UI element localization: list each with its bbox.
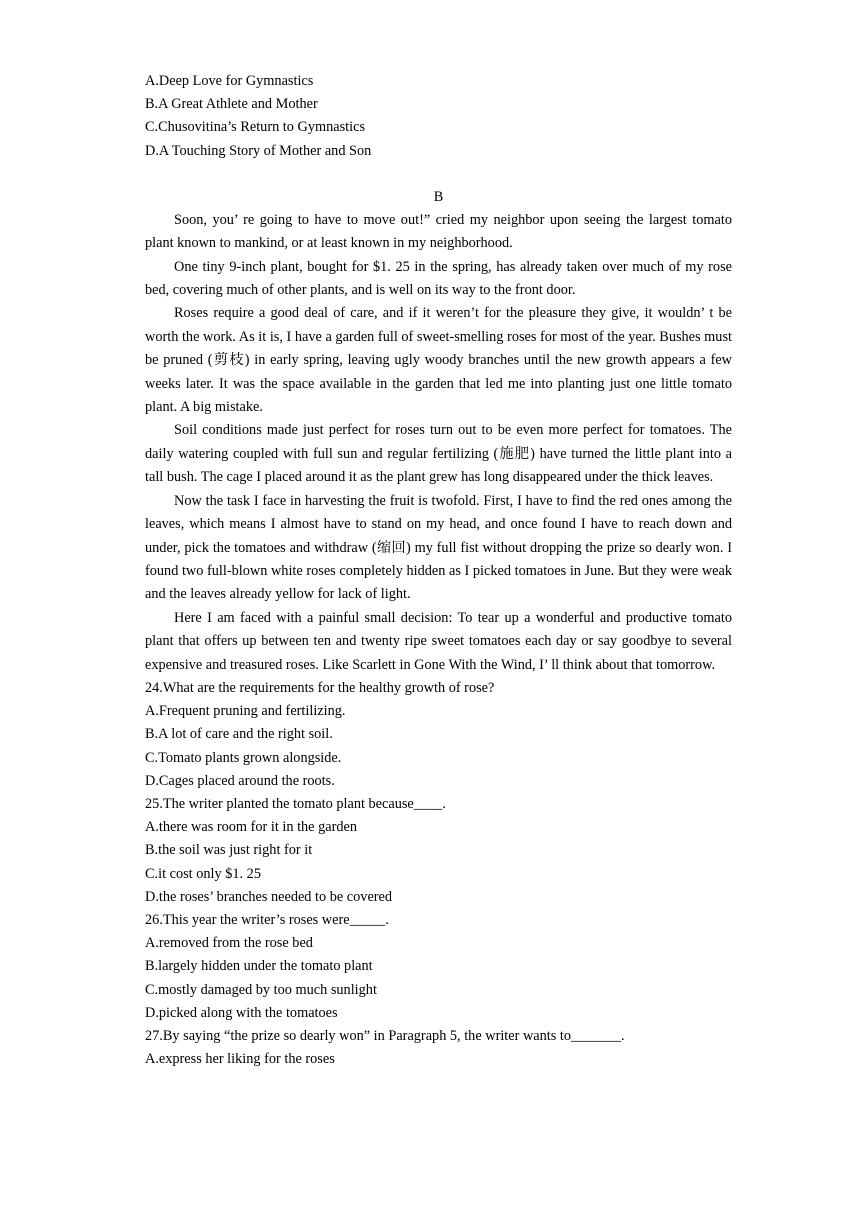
passage-paragraph: Soil conditions made just perfect for roses turn out to be even more perfect for tomatoes. The daily watering coupled with full sun and regular fertilizing (施肥) have turned the little plant into a tall bush. The cage I placed around it as the plant grew has long disappeared under the thick leaves. (145, 422, 732, 486)
answer-option: B.the soil was just right for it (145, 842, 313, 859)
question-list (145, 677, 732, 1071)
question-27 (145, 1025, 732, 1071)
answer-option: C.it cost only $1. 25 (145, 865, 261, 882)
answer-option: B.largely hidden under the tomato plant (145, 958, 373, 975)
passage-paragraph: Roses require a good deal of care, and if it weren’t for the pleasure they give, it wouldn’ t be worth the work. As it is, I have a garden full of sweet-smelling roses for most of the year. Bushes must be pruned (剪枝) in early spring, leaving ugly woody branches until the new growth appears a few weeks later. It was the space available in the garden that led me into planting just one little tomato plant. A big mistake. (145, 305, 732, 416)
section-heading: B (433, 188, 444, 205)
passage-paragraph: One tiny 9-inch plant, bought for $1. 25 in the spring, has already taken over much of my rose bed, covering much of other plants, and is well on its way to the front door. (145, 258, 732, 299)
answer-option: C.mostly damaged by too much sunlight (145, 981, 377, 998)
passage-paragraph: Here I am faced with a painful small decision: To tear up a wonderful and productive tomato plant that offers up between ten and twenty ripe sweet tomatoes each day or say goodbye to several expensive and treasured roses. Like Scarlett in Gone With the Wind, I’ ll think about that tomorrow. (145, 609, 732, 673)
option-line: A.Deep Love for Gymnastics (145, 73, 314, 89)
question-25 (145, 793, 732, 909)
option-line: D.A Touching Story of Mother and Son (145, 142, 372, 159)
previous-question-options (145, 70, 732, 163)
answer-option: D.Cages placed around the roots. (145, 772, 335, 789)
option-line: B.A Great Athlete and Mother (145, 96, 318, 113)
answer-option: D.the roses’ branches needed to be covered (145, 888, 393, 905)
question-stem: 26.This year the writer’s roses were_____. (145, 911, 389, 928)
question-stem: 27.By saying “the prize so dearly won” in Paragraph 5, the writer wants to_______. (145, 1027, 625, 1044)
question-stem: 25.The writer planted the tomato plant because____. (145, 795, 446, 812)
passage (145, 209, 732, 677)
answer-option: B.A lot of care and the right soil. (145, 726, 333, 743)
option-line: C.Chusovitina’s Return to Gymnastics (145, 119, 366, 136)
passage-paragraph: Soon, you’ re going to have to move out!” cried my neighbor upon seeing the largest tomato plant known to mankind, or at least known in my neighborhood. (145, 211, 732, 252)
answer-option: C.Tomato plants grown alongside. (145, 749, 342, 766)
question-stem: 24.What are the requirements for the healthy growth of rose? (145, 679, 495, 696)
question-26 (145, 909, 732, 1025)
question-24 (145, 677, 732, 793)
answer-option: A.express her liking for the roses (145, 1051, 335, 1068)
answer-option: A.Frequent pruning and fertilizing. (145, 703, 346, 720)
answer-option: A.there was room for it in the garden (145, 819, 358, 836)
answer-option: A.removed from the rose bed (145, 935, 313, 952)
answer-option: D.picked along with the tomatoes (145, 1004, 338, 1021)
passage-paragraph: Now the task I face in harvesting the fruit is twofold. First, I have to find the red ones among the leaves, which means I almost have to stand on my head, and once found I have to reach down and under, pick the tomatoes and withdraw (缩回) my full fist without dropping the prize so dearly won. I found two full-blown white roses completely hidden as I picked tomatoes in June. But they were weak and the leaves already yellow for lack of light. (145, 492, 732, 603)
document-page (145, 70, 732, 1071)
